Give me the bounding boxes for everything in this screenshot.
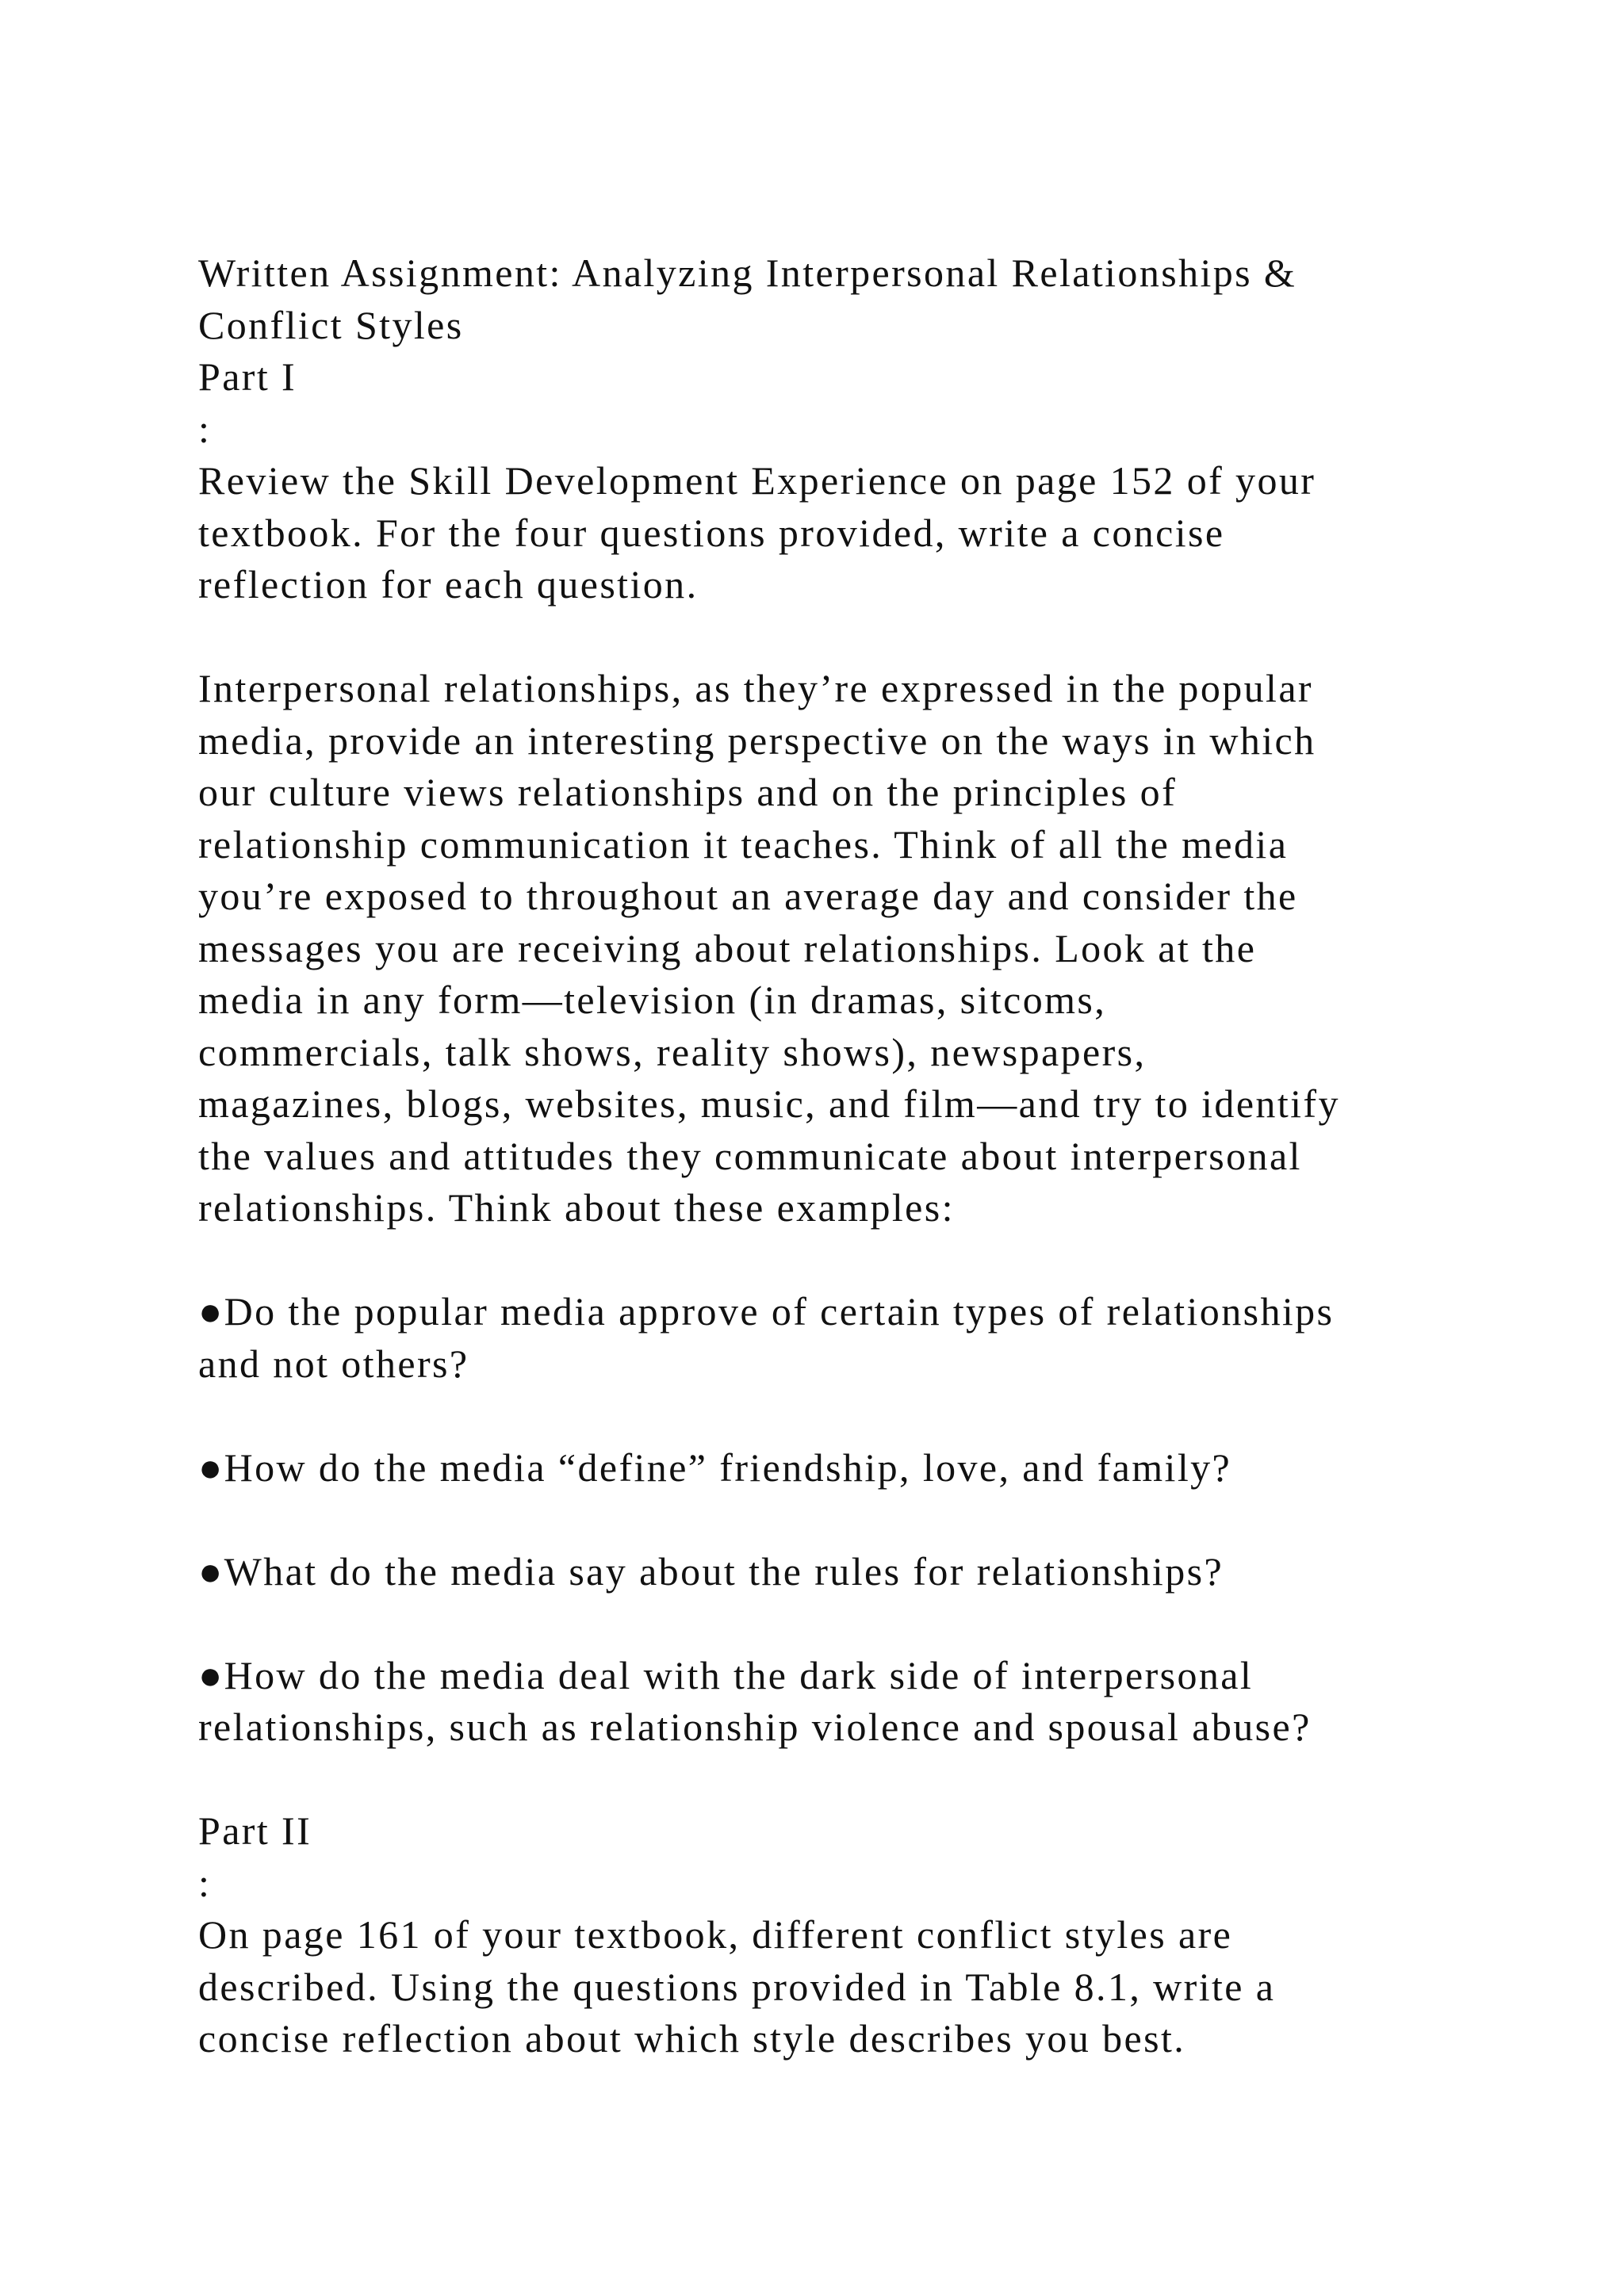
paragraph-gap	[198, 611, 1499, 664]
paragraph-gap	[198, 1598, 1499, 1650]
part-1-body-line: media in any form—television (in dramas, sitcoms,	[198, 978, 1107, 1022]
paragraph-gap	[198, 1494, 1499, 1546]
part-2-body-line: concise reflection about which style describes you best.	[198, 2016, 1186, 2061]
part-1-instructions-line: Review the Skill Development Experience on page 152 of your	[198, 458, 1316, 503]
part-1-body-line: you’re exposed to throughout an average day and consider the	[198, 874, 1298, 918]
paragraph-gap	[198, 1390, 1499, 1442]
bullet-item-4-line-2: relationships, such as relationship violence and spousal abuse?	[198, 1705, 1312, 1749]
bullet-item-4-line-1: ●How do the media deal with the dark side of interpersonal	[198, 1652, 1254, 1697]
document-title-line-2: Conflict Styles	[198, 302, 464, 347]
part-1-body-line: relationship communication it teaches. Think of all the media	[198, 821, 1289, 867]
part-1-body-line: messages you are receiving about relationships. Look at the	[198, 925, 1257, 970]
part-1-colon: :	[198, 406, 212, 451]
assignment-document	[198, 247, 1499, 2065]
part-1-body-line: commercials, talk shows, reality shows), newspapers,	[198, 1029, 1147, 1074]
part-1-body-line: Interpersonal relationships, as they’re expressed in the popular	[198, 666, 1313, 710]
paragraph-gap	[198, 1754, 1499, 1806]
bullet-item-1-line-2: and not others?	[198, 1341, 469, 1386]
part-2-body-line: described. Using the questions provided in Table 8.1, write a	[198, 1964, 1276, 2009]
part-1-instructions-line: textbook. For the four questions provided, write a concise	[198, 510, 1225, 555]
part-1-body-line: magazines, blogs, websites, music, and film—and try to identify	[198, 1081, 1340, 1126]
part-2-colon: :	[198, 1860, 212, 1905]
part-1-body-line: the values and attitudes they communicate about interpersonal	[198, 1133, 1302, 1178]
part-1-instructions-line: reflection for each question.	[198, 562, 699, 607]
bullet-item-1-line-1: ●Do the popular media approve of certain types of relationships	[198, 1289, 1335, 1334]
part-2-body-line: On page 161 of your textbook, different conflict styles are	[198, 1912, 1233, 1957]
bullet-item-3: ●What do the media say about the rules for relationships?	[198, 1548, 1224, 1594]
paragraph-gap	[198, 1234, 1499, 1287]
part-1-body-line: media, provide an interesting perspective on the ways in which	[198, 718, 1316, 763]
part-2-heading: Part II	[198, 1808, 312, 1853]
part-1-heading: Part I	[198, 354, 297, 399]
part-1-body-line: our culture views relationships and on the principles of	[198, 770, 1178, 814]
part-1-body-line: relationships. Think about these examples:	[198, 1185, 955, 1230]
document-title-line-1: Written Assignment: Analyzing Interpersonal Relationships &	[198, 251, 1297, 295]
bullet-item-2: ●How do the media “define” friendship, love, and family?	[198, 1445, 1232, 1490]
